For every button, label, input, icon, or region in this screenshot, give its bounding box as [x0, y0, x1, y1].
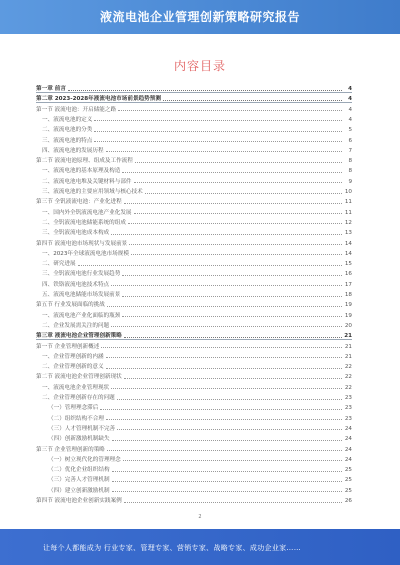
toc-leader-dots	[112, 440, 342, 441]
toc-entry-title: 三、全钒液流电池行业发展趋势	[42, 271, 121, 278]
toc-entry[interactable]	[36, 343, 352, 351]
toc-entry-title: 二、全钒液流电池储能系统的组成	[42, 219, 126, 226]
toc-entry-page: 19	[344, 302, 352, 309]
toc-entry-title: 第三节 企业管理创新的策略	[36, 446, 105, 453]
toc-entry[interactable]	[36, 188, 352, 196]
toc-entry[interactable]	[36, 178, 352, 186]
toc-entry[interactable]	[36, 137, 352, 145]
toc-entry[interactable]	[36, 209, 352, 217]
toc-entry-page: 23	[344, 405, 352, 412]
toc-entry-page: 24	[344, 456, 352, 463]
footer-slogan: 让每个人都能成为 行业专家、管理专家、营销专家、战略专家、成功企业家……	[43, 544, 302, 552]
toc-entry-page: 24	[344, 446, 352, 453]
toc-leader-dots	[124, 203, 342, 204]
report-title: 液流电池企业管理创新策略研究报告	[99, 10, 300, 24]
toc-entry[interactable]	[36, 497, 352, 505]
report-header-bar	[0, 0, 400, 34]
footer-bar	[0, 529, 400, 565]
toc-entry[interactable]	[36, 95, 352, 103]
toc-entry[interactable]	[36, 446, 352, 454]
toc-leader-dots	[111, 285, 342, 286]
toc-entry-page: 12	[344, 219, 352, 226]
toc-entry[interactable]	[36, 301, 352, 309]
toc-entry-page: 4	[348, 106, 352, 113]
toc-leader-dots	[117, 429, 342, 430]
toc-entry-page: 25	[344, 467, 352, 474]
toc-leader-dots	[124, 502, 342, 503]
toc-entry-page: 21	[344, 353, 352, 360]
toc-entry-page: 22	[344, 384, 352, 391]
toc-entry-title: （二）组织结构不合理	[48, 415, 104, 422]
toc-entry-page: 21	[344, 333, 352, 340]
toc-entry-page: 14	[344, 240, 352, 247]
toc-entry-page: 10	[344, 189, 352, 195]
toc-entry-page: 24	[344, 436, 352, 443]
toc-entry-page: 4	[348, 116, 352, 123]
toc-entry-page: 26	[344, 498, 352, 504]
toc-leader-dots	[122, 172, 342, 173]
toc-entry-title: 一、液流电池产业化面临的瓶颈	[42, 312, 121, 319]
toc-entry-page: 11	[344, 209, 352, 216]
toc-leader-dots	[124, 337, 342, 338]
toc-entry-title: 一、企业管理创新的内涵	[42, 353, 104, 360]
table-of-contents	[36, 85, 352, 507]
toc-leader-dots	[78, 265, 342, 266]
toc-entry[interactable]	[36, 167, 352, 175]
toc-entry[interactable]	[36, 363, 352, 371]
toc-entry-page: 14	[344, 250, 352, 257]
toc-entry-title: 第二节 液流电池原理、组成及工作流程	[36, 158, 133, 165]
toc-entry-title: 第四节 液流电池企业创新实践案例	[36, 498, 122, 504]
toc-leader-dots	[100, 409, 342, 410]
toc-entry[interactable]	[36, 353, 352, 361]
toc-entry[interactable]	[36, 291, 352, 299]
toc-leader-dots	[112, 471, 342, 472]
toc-entry-page: 11	[344, 199, 352, 206]
toc-leader-dots	[145, 193, 342, 194]
toc-entry[interactable]	[36, 476, 352, 484]
toc-entry[interactable]	[36, 229, 352, 237]
toc-leader-dots	[123, 460, 342, 461]
toc-entry-title: 第三节 全钒液流电池：产业化进程	[36, 199, 122, 206]
toc-entry[interactable]	[36, 425, 352, 433]
toc-entry[interactable]	[36, 281, 352, 289]
toc-entry[interactable]	[36, 404, 352, 412]
toc-entry-page: 18	[344, 292, 352, 298]
toc-leader-dots	[163, 100, 342, 101]
toc-entry-page: 23	[344, 395, 352, 401]
toc-entry[interactable]	[36, 415, 352, 423]
toc-entry-page: 13	[344, 230, 352, 237]
toc-entry-page: 4	[348, 96, 352, 103]
toc-entry[interactable]	[36, 126, 352, 134]
toc-entry[interactable]	[36, 219, 352, 227]
toc-entry-title: （一）管理理念滞后	[48, 405, 99, 412]
toc-entry-page: 9	[348, 178, 352, 185]
toc-leader-dots	[122, 316, 342, 317]
page-number: 2	[198, 514, 202, 520]
toc-entry-title: （三）完善人才管理机制	[48, 477, 110, 484]
toc-entry[interactable]	[36, 456, 352, 464]
toc-leader-dots	[112, 481, 342, 482]
toc-entry-title: 第二节 液流电池企业管理创新现状	[36, 374, 122, 381]
toc-entry[interactable]	[36, 466, 352, 474]
toc-entry-page: 19	[344, 312, 352, 319]
toc-leader-dots	[117, 399, 342, 400]
toc-leader-dots	[94, 141, 342, 142]
toc-entry-page: 5	[348, 127, 352, 134]
toc-entry-page: 20	[344, 322, 352, 329]
toc-leader-dots	[112, 491, 342, 492]
toc-entry-title: 四、液流电池的发展历程	[42, 147, 104, 154]
toc-leader-dots	[135, 162, 342, 163]
toc-leader-dots	[101, 347, 342, 348]
toc-entry[interactable]	[36, 435, 352, 443]
toc-leader-dots	[118, 110, 342, 111]
toc-leader-dots	[111, 326, 342, 327]
toc-leader-dots	[122, 275, 342, 276]
toc-leader-dots	[124, 378, 342, 379]
toc-entry-title: （四）创新激励机制缺失	[48, 436, 110, 443]
toc-entry-page: 24	[344, 425, 352, 432]
toc-leader-dots	[94, 120, 342, 121]
toc-entry-title: 三、全钒液流电池成本构成	[42, 230, 110, 237]
toc-entry-page: 8	[348, 168, 352, 175]
toc-entry-title: 第一节 企业管理创新概述	[36, 343, 100, 350]
toc-entry-page: 22	[344, 364, 352, 371]
toc-entry-page: 4	[348, 86, 352, 92]
toc-entry[interactable]	[36, 198, 352, 206]
toc-leader-dots	[106, 368, 342, 369]
toc-entry-page: 7	[348, 147, 352, 154]
toc-entry-title: （二）优化企业组织结构	[48, 467, 110, 474]
toc-entry-title: 五、液流电池储能市场发展前景	[42, 292, 121, 298]
toc-entry-title: 二、液流电池电堆及关键材料与部件	[42, 178, 132, 185]
toc-entry-page: 8	[348, 158, 352, 165]
toc-entry-title: 一、液流电池企业管理现状	[42, 384, 110, 391]
toc-entry[interactable]	[36, 147, 352, 155]
toc-leader-dots	[129, 244, 342, 245]
toc-entry-title: 二、企业管理创新的意义	[42, 364, 104, 371]
toc-entry-title: （四）建立创新激励机制	[48, 487, 110, 494]
toc-leader-dots	[111, 388, 342, 389]
toc-entry-title: 一、液流电池的基本原理及构造	[42, 168, 121, 175]
toc-leader-dots	[94, 131, 342, 132]
toc-entry-title: 三、液流电池的主要应用领域与核心技术	[42, 189, 143, 195]
toc-entry-title: 二、研究进展	[42, 261, 76, 268]
toc-entry[interactable]	[36, 85, 352, 93]
toc-entry-title: 第一章 前言	[36, 86, 66, 92]
toc-leader-dots	[122, 296, 342, 297]
toc-entry-title: 第一节 液流电池：开启储能之路	[36, 106, 117, 113]
toc-entry-title: 第五节 行业发展面临的挑战	[36, 302, 105, 309]
toc-leader-dots	[68, 90, 342, 91]
toc-entry[interactable]	[36, 312, 352, 320]
toc-entry-title: 一、液流电池的定义	[42, 116, 93, 123]
toc-leader-dots	[134, 182, 342, 183]
toc-entry[interactable]	[36, 260, 352, 268]
toc-entry[interactable]	[36, 270, 352, 278]
toc-entry-title: 二、企业管理创新存在的问题	[42, 395, 115, 401]
toc-entry[interactable]	[36, 106, 352, 114]
toc-entry-title: 二、企业发展需关注的问题	[42, 322, 110, 329]
toc-leader-dots	[106, 151, 342, 152]
toc-entry-title: 四、铁铬液流电池技术特点	[42, 281, 110, 288]
toc-leader-dots	[131, 254, 342, 255]
toc-leader-dots	[106, 357, 342, 358]
toc-entry-page: 17	[344, 281, 352, 288]
toc-entry-title: 一、国内外全钒液流电池产业化发展	[42, 209, 132, 216]
toc-leader-dots	[111, 234, 342, 235]
toc-entry-title: 一、2023年全球液流电池市场规模	[42, 250, 129, 257]
toc-entry-title: 二、液流电池的分类	[42, 127, 93, 134]
toc-leader-dots	[134, 213, 342, 214]
toc-entry[interactable]	[36, 373, 352, 381]
toc-heading: 内容目录	[173, 59, 226, 73]
toc-entry[interactable]	[36, 157, 352, 165]
toc-entry-page: 16	[344, 271, 352, 278]
toc-entry-title: 第三章 液流电池企业管理创新策略	[36, 333, 122, 340]
toc-entry-page: 6	[348, 137, 352, 144]
toc-entry-page: 23	[344, 415, 352, 422]
toc-entry[interactable]	[36, 384, 352, 392]
toc-entry-page: 25	[344, 477, 352, 484]
toc-entry[interactable]	[36, 322, 352, 330]
toc-entry[interactable]	[36, 116, 352, 124]
toc-entry[interactable]	[36, 250, 352, 258]
toc-leader-dots	[106, 419, 342, 420]
toc-entry-title: 三、液流电池的特点	[42, 137, 93, 144]
toc-leader-dots	[107, 306, 342, 307]
toc-entry-page: 21	[344, 343, 352, 350]
toc-entry[interactable]	[36, 332, 352, 340]
toc-entry[interactable]	[36, 394, 352, 402]
toc-entry-title: 第二章 2023-2028年液流电池市场前景趋势预测	[36, 96, 161, 103]
toc-entry-page: 22	[344, 374, 352, 381]
toc-leader-dots	[128, 223, 342, 224]
toc-entry-title: （一）树立现代化的管理理念	[48, 456, 121, 463]
toc-entry[interactable]	[36, 240, 352, 248]
toc-entry-title: （三）人才管理机制不完善	[48, 425, 116, 432]
toc-entry-title: 第四节 液流电池市场现状与发展前景	[36, 240, 128, 247]
toc-entry[interactable]	[36, 487, 352, 495]
toc-entry-page: 25	[344, 487, 352, 494]
toc-leader-dots	[107, 450, 342, 451]
toc-entry-page: 15	[344, 261, 352, 268]
